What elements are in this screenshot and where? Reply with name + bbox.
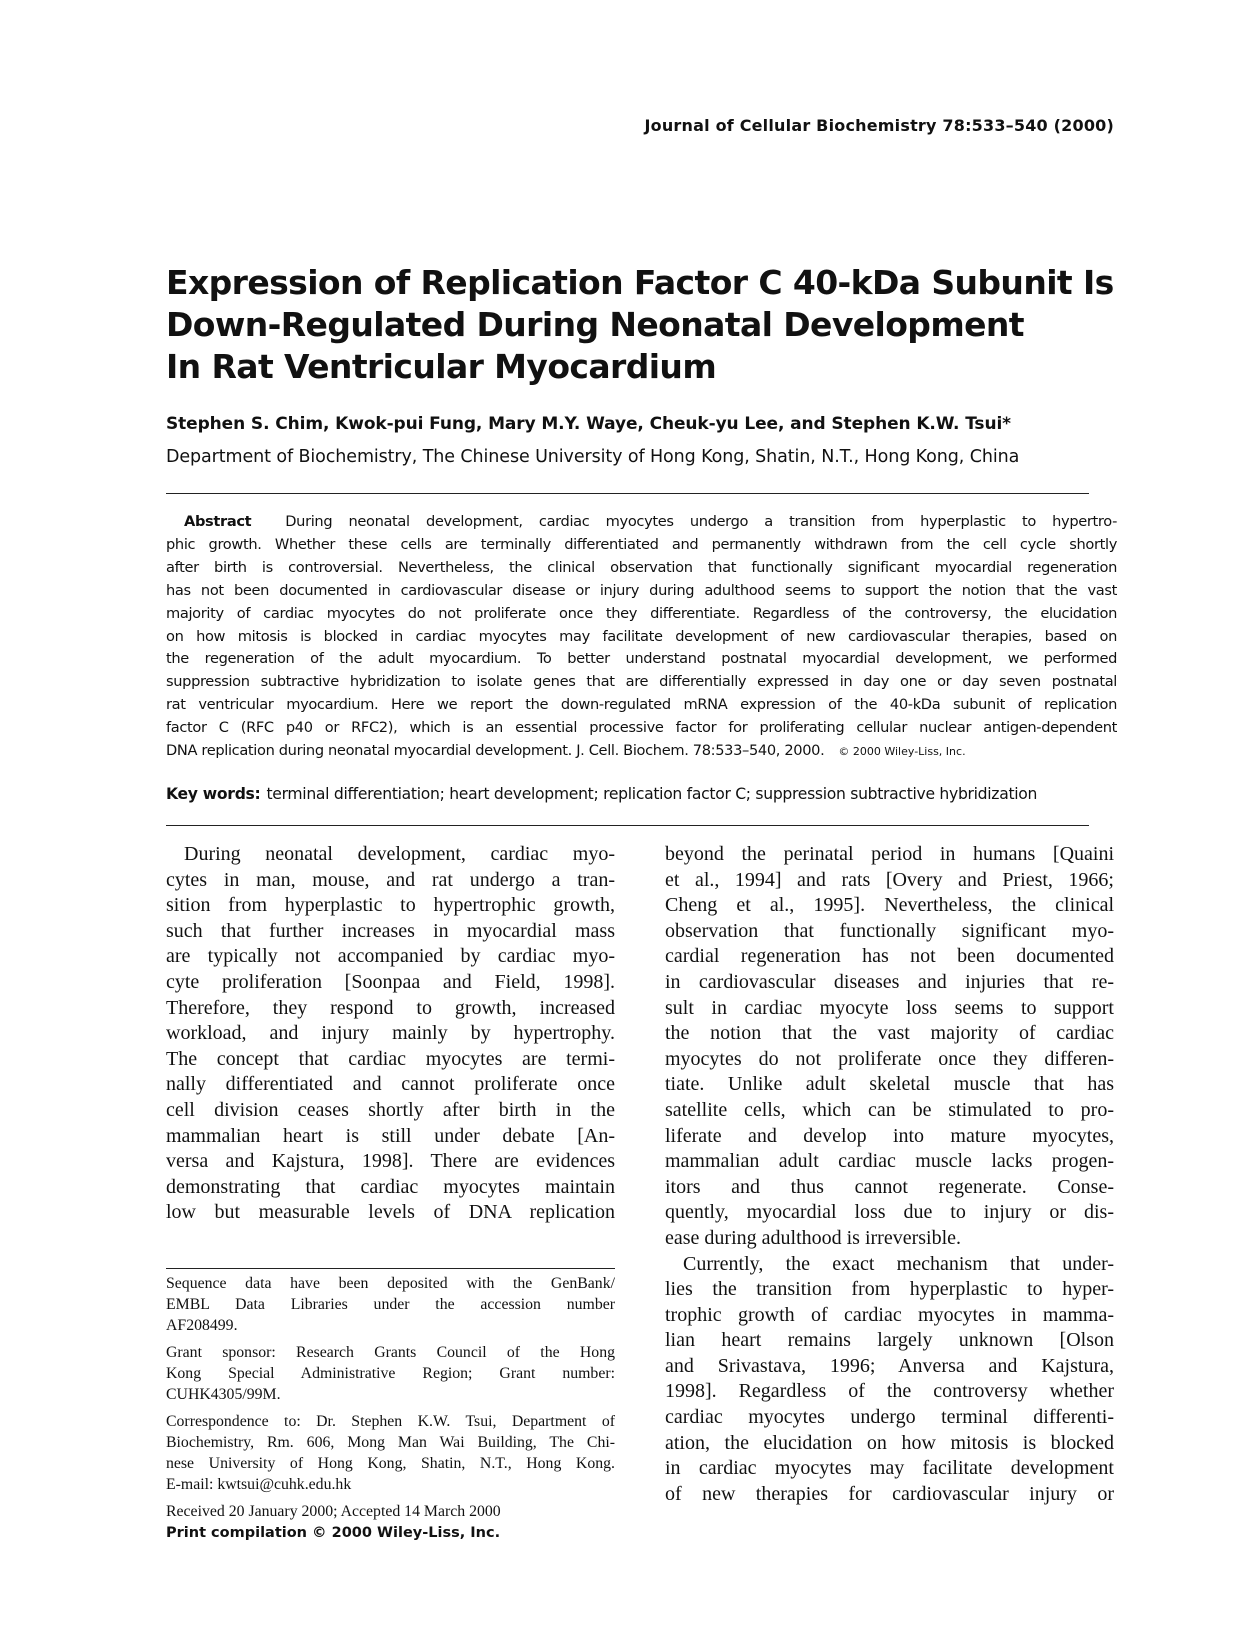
body-text-line: cardiac myocytes undergo terminal differenti- (665, 1406, 1114, 1429)
article-title (166, 262, 1116, 388)
body-text-line: low but measurable levels of DNA replication (166, 1201, 615, 1224)
body-text-line: beyond the perinatal period in humans [Quaini (665, 843, 1114, 865)
abstract (166, 511, 1117, 764)
title-line: In Rat Ventricular Myocardium (166, 347, 717, 386)
footnote-correspondence (166, 1411, 615, 1495)
body-text-line: of new therapies for cardiovascular injury or (665, 1482, 1114, 1505)
affiliation: Department of Biochemistry, The Chinese University of Hong Kong, Shatin, N.T., Hong Kong, China (166, 447, 1020, 467)
body-text-line: et al., 1994] and rats [Overy and Priest, 1966; (665, 868, 1114, 891)
footnote-line: Received 20 January 2000; Accepted 14 March 2000 (166, 1503, 501, 1520)
keywords (166, 785, 1037, 803)
body-text-line: the notion that the vast majority of cardiac (665, 1022, 1114, 1045)
body-text-line: cytes in man, mouse, and rat undergo a tran- (166, 868, 615, 891)
footnote-grant (166, 1342, 615, 1405)
footnote-sequence (166, 1273, 615, 1336)
abstract-text: DNA replication during neonatal myocardial development. J. Cell. Biochem. 78:533–540, 2000. (166, 742, 825, 760)
abstract-line: rat ventricular myocardium. Here we report the down-regulated mRNA expression of the 40-kDa subunit of replication (166, 696, 1117, 714)
body-text-line: itors and thus cannot regenerate. Conse- (665, 1175, 1114, 1198)
abstract-line (166, 740, 1117, 764)
body-text-line: liferate and develop into mature myocytes, (665, 1124, 1114, 1147)
body-text-line: lies the transition from hyperplastic to hyper- (665, 1278, 1114, 1301)
body-text-line: cyte proliferation [Soonpaa and Field, 1998]. (166, 970, 615, 993)
body-text-line: nally differentiated and cannot proliferate once (166, 1073, 615, 1096)
abstract-line: majority of cardiac myocytes do not proliferate once they differentiate. Regardless of the controversy, the elucidation (166, 604, 1117, 622)
footnote-line: Kong Special Administrative Region; Grant number: (166, 1365, 615, 1382)
body-text-line: sult in cardiac myocyte loss seems to support (665, 996, 1114, 1019)
body-text-line: Therefore, they respond to growth, increased (166, 996, 615, 1019)
body-text-line: workload, and injury mainly by hypertrophy. (166, 1022, 615, 1045)
body-text-line: mammalian heart is still under debate [An- (166, 1124, 615, 1147)
body-text-line: such that further increases in myocardial mass (166, 919, 615, 942)
footnote-line: CUHK4305/99M. (166, 1386, 281, 1403)
abstract-line: the regeneration of the adult myocardium. To better understand postnatal myocardial development, we performed (166, 650, 1117, 668)
body-text-line: lian heart remains largely unknown [Olson (665, 1329, 1114, 1352)
footnote-line: Correspondence to: Dr. Stephen K.W. Tsui, Department of (166, 1413, 615, 1430)
author-list: Stephen S. Chim, Kwok-pui Fung, Mary M.Y. Waye, Cheuk-yu Lee, and Stephen K.W. Tsui* (166, 414, 1011, 434)
divider-bottom (166, 825, 1089, 826)
abstract-line: after birth is controversial. Nevertheless, the clinical observation that functionally significant myocardial regeneration (166, 558, 1117, 576)
divider-top (166, 493, 1089, 494)
abstract-heading: Abstract (184, 513, 252, 530)
body-text-line: in cardiac myocytes may facilitate development (665, 1457, 1114, 1480)
body-text-line: versa and Kajstura, 1998]. There are evidences (166, 1150, 615, 1173)
footnote-line: nese University of Hong Kong, Shatin, N.T., Hong Kong. (166, 1455, 615, 1472)
body-text-line: tiate. Unlike adult skeletal muscle that has (665, 1073, 1114, 1096)
body-text-line: ease during adulthood is irreversible. (665, 1226, 962, 1249)
body-text-line: quently, myocardial loss due to injury or dis- (665, 1201, 1114, 1224)
body-text-line: observation that functionally significant myo- (665, 919, 1114, 942)
footnote-received (166, 1501, 615, 1522)
print-compilation: Print compilation © 2000 Wiley-Liss, Inc. (166, 1525, 501, 1541)
body-text-line: and Srivastava, 1996; Anversa and Kajstura, (665, 1354, 1114, 1377)
body-text-line: Currently, the exact mechanism that under- (683, 1252, 1114, 1275)
body-text-line: myocytes do not proliferate once they differen- (665, 1047, 1114, 1070)
footnotes (166, 1273, 615, 1528)
body-column-left (166, 842, 615, 1226)
footnote-line: Sequence data have been deposited with the GenBank/ (166, 1275, 615, 1292)
keywords-text: terminal differentiation; heart development; replication factor C; suppression subtractive hybridization (266, 785, 1038, 803)
title-line: Expression of Replication Factor C 40-kDa Subunit Is (166, 263, 1114, 302)
body-text-line: in cardiovascular diseases and injuries that re- (665, 970, 1114, 993)
body-text-line: ation, the elucidation on how mitosis is blocked (665, 1431, 1114, 1454)
journal-header: Journal of Cellular Biochemistry 78:533–540 (2000) (644, 116, 1114, 135)
body-text-line: are typically not accompanied by cardiac myo- (166, 945, 615, 968)
body-text-line: trophic growth of cardiac myocytes in mamma- (665, 1303, 1114, 1326)
body-text-line: cardial regeneration has not been documented (665, 945, 1114, 968)
abstract-line: phic growth. Whether these cells are terminally differentiated and permanently withdrawn from the cell cycle shortly (166, 535, 1117, 553)
abstract-line: on how mitosis is blocked in cardiac myocytes may facilitate development of new cardiovascular therapies, based on (166, 627, 1117, 645)
abstract-copyright: © 2000 Wiley-Liss, Inc. (838, 745, 966, 759)
body-text-line: The concept that cardiac myocytes are termi- (166, 1047, 615, 1070)
footnote-line: Biochemistry, Rm. 606, Mong Man Wai Building, The Chi- (166, 1434, 615, 1451)
body-text-line: mammalian adult cardiac muscle lacks progen- (665, 1150, 1114, 1173)
abstract-line: suppression subtractive hybridization to isolate genes that are differentially expressed in day one or day seven postnatal (166, 673, 1117, 691)
abstract-line: has not been documented in cardiovascular disease or injury during adulthood seems to support the notion that the vast (166, 581, 1117, 599)
footnote-line: Grant sponsor: Research Grants Council of the Hong (166, 1344, 615, 1361)
body-column-right (665, 842, 1114, 1507)
body-text-line: Cheng et al., 1995]. Nevertheless, the clinical (665, 894, 1114, 917)
body-text-line: cell division ceases shortly after birth in the (166, 1098, 615, 1121)
footnote-line: AF208499. (166, 1317, 238, 1334)
body-text-line: 1998]. Regardless of the controversy whether (665, 1380, 1114, 1403)
body-text-line: sition from hyperplastic to hypertrophic growth, (166, 894, 615, 917)
footnote-line: EMBL Data Libraries under the accession number (166, 1296, 615, 1313)
body-text-line: During neonatal development, cardiac myo- (184, 843, 615, 865)
body-text-line: demonstrating that cardiac myocytes maintain (166, 1175, 615, 1198)
footnote-email-line: E-mail: kwtsui@cuhk.edu.hk (166, 1476, 352, 1493)
abstract-text: During neonatal development, cardiac myocytes undergo a transition from hyperplastic to hypertro- (285, 513, 1117, 530)
abstract-line (166, 511, 1117, 534)
abstract-line: factor C (RFC p40 or RFC2), which is an essential processive factor for proliferating cellular nuclear antigen-dependent (166, 719, 1117, 737)
keywords-label: Key words: (166, 785, 261, 803)
body-text-line: satellite cells, which can be stimulated to pro- (665, 1098, 1114, 1121)
footnote-divider (166, 1268, 615, 1269)
title-line: Down-Regulated During Neonatal Development (166, 305, 1024, 344)
